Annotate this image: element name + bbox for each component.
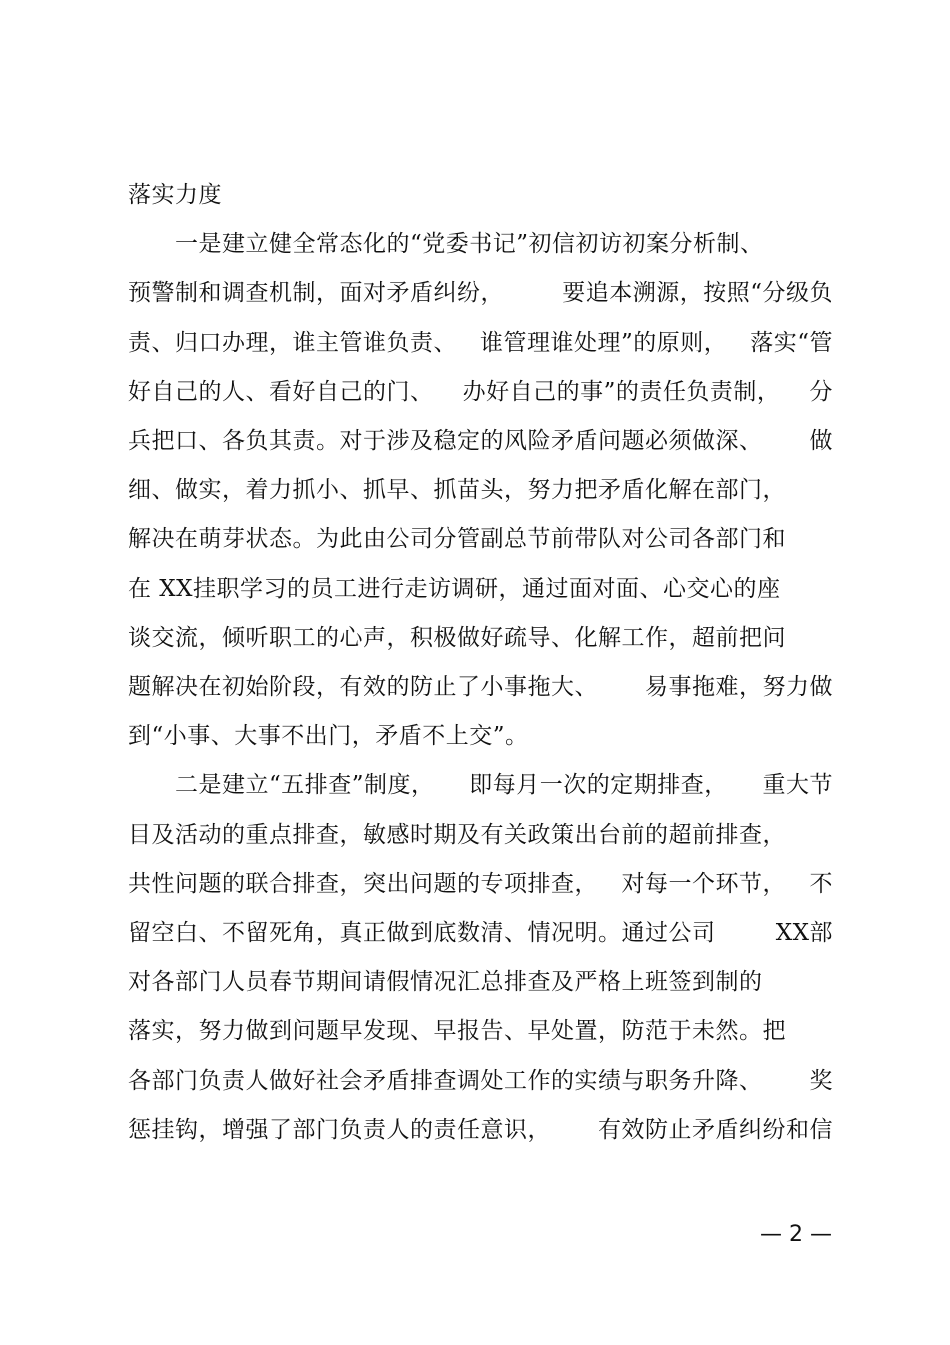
- text-line: [128, 377, 833, 407]
- text-segment: 对每一个环节，: [621, 870, 786, 897]
- text-segment: 重大节: [762, 772, 833, 799]
- text-segment: 不: [809, 870, 833, 897]
- text-segment: 好自己的人、看好自己的门、: [128, 378, 434, 405]
- text-segment: 解决在萌芽状态。为此由公司分管副总节前带队对公司各部门和: [128, 526, 786, 553]
- text-line: [128, 475, 833, 505]
- text-segment: 对各部门人员春节期间请假情况汇总排查及严格上班签到制的: [128, 969, 763, 996]
- text-line: [128, 1066, 833, 1096]
- text-segment: 到“小事、大事不出门，矛盾不上交”。: [128, 723, 529, 750]
- text-segment: 留空白、不留死角，真正做到底数清、情况明。通过公司: [128, 920, 716, 946]
- text-segment: 共性问题的联合排查，突出问题的专项排查，: [128, 870, 598, 897]
- text-line: [128, 180, 833, 210]
- text-segment: 细、做实，着力抓小、抓早、抓苗头，努力把矛盾化解在部门，: [128, 477, 786, 504]
- text-segment: 谁管理谁处理”的原则，: [479, 329, 728, 356]
- text-line: [128, 524, 833, 554]
- text-line: [128, 426, 833, 456]
- text-line: [128, 770, 833, 800]
- text-line: [128, 574, 833, 604]
- text-segment: 责、归口办理，谁主管谁负责、: [128, 329, 457, 356]
- page-number: — 2 —: [760, 1222, 832, 1247]
- text-segment: 在 XX挂职学习的员工进行走访调研，通过面对面、心交心的座: [128, 575, 781, 602]
- text-segment: 预警制和调查机制，面对矛盾纠纷，: [128, 280, 504, 307]
- text-segment: 兵把口、各负其责。对于涉及稳定的风险矛盾问题必须做深、: [128, 428, 763, 454]
- text-segment: 落实“管: [750, 329, 833, 356]
- text-segment: 落实力度: [128, 182, 222, 208]
- text-segment: 一是建立健全常态化的“党委书记”初信初访初案分析制、: [128, 231, 764, 258]
- text-line: [128, 721, 833, 751]
- text-line: [128, 1016, 833, 1046]
- text-line: [128, 967, 833, 997]
- text-segment: 谈交流，倾听职工的心声，积极做好疏导、化解工作，超前把问: [128, 624, 786, 651]
- text-line: [128, 672, 833, 702]
- text-segment: 有效防止矛盾纠纷和信: [598, 1116, 833, 1143]
- text-line: [128, 278, 833, 308]
- text-segment: 落实，努力做到问题早发现、早报告、早处置，防范于未然。把: [128, 1018, 786, 1045]
- text-segment: 二是建立“五排查”制度，: [128, 772, 435, 799]
- text-segment: XX部: [775, 920, 833, 946]
- text-segment: 易事拖难，努力做: [645, 674, 833, 700]
- text-segment: 奖: [809, 1067, 833, 1094]
- text-line: [128, 623, 833, 653]
- text-line: [128, 820, 833, 850]
- text-line: [128, 328, 833, 358]
- text-segment: 即每月一次的定期排查，: [469, 772, 728, 799]
- text-segment: 要追本溯源，按照“分级负: [562, 280, 833, 307]
- text-segment: 惩挂钩，增强了部门负责人的责任意识，: [128, 1116, 551, 1143]
- text-segment: 做: [809, 428, 833, 454]
- text-line: [128, 229, 833, 259]
- text-segment: 题解决在初始阶段，有效的防止了小事拖大、: [128, 674, 598, 700]
- text-line: [128, 1115, 833, 1145]
- text-segment: 办好自己的事”的责任负责制，: [462, 378, 781, 405]
- text-line: [128, 918, 833, 948]
- text-line: [128, 869, 833, 899]
- text-segment: 分: [809, 378, 833, 405]
- text-segment: 各部门负责人做好社会矛盾排查调处工作的实绩与职务升降、: [128, 1067, 763, 1094]
- text-segment: 目及活动的重点排查，敏感时期及有关政策出台前的超前排查，: [128, 821, 786, 848]
